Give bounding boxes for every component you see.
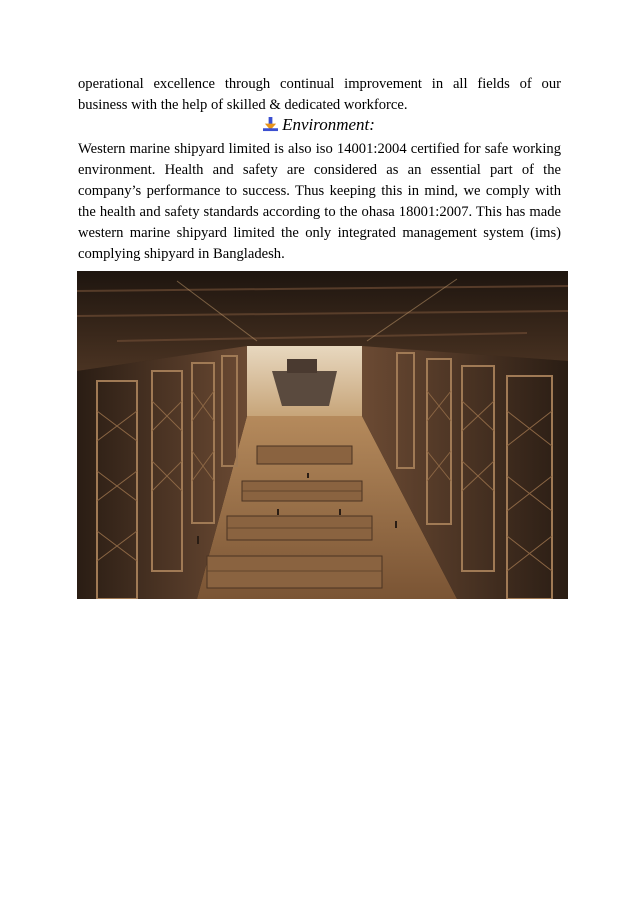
- environment-paragraph: [78, 139, 561, 265]
- environment-line: the health and safety standards according to the ohasa 18001:2007. This has made: [78, 204, 561, 220]
- environment-line: company’s performance to success. Thus keeping this in mind, we comply with: [78, 183, 561, 199]
- shipyard-photo: [77, 271, 568, 599]
- environment-line: western marine shipyard limited the only integrated management system (ims): [78, 225, 561, 241]
- intro-paragraph: [78, 74, 561, 116]
- intro-line: operational excellence through continual improvement in all fields of our: [78, 76, 561, 92]
- arrow-bullet-icon: [263, 117, 278, 132]
- intro-line: business with the help of skilled & dedicated workforce.: [78, 97, 408, 113]
- environment-line: complying shipyard in Bangladesh.: [78, 246, 285, 262]
- section-heading-text: Environment:: [282, 115, 375, 134]
- environment-line: environment. Health and safety are considered as an essential part of the: [78, 162, 561, 178]
- section-heading: [0, 114, 638, 136]
- environment-line: Western marine shipyard limited is also iso 14001:2004 certified for safe working: [78, 141, 561, 157]
